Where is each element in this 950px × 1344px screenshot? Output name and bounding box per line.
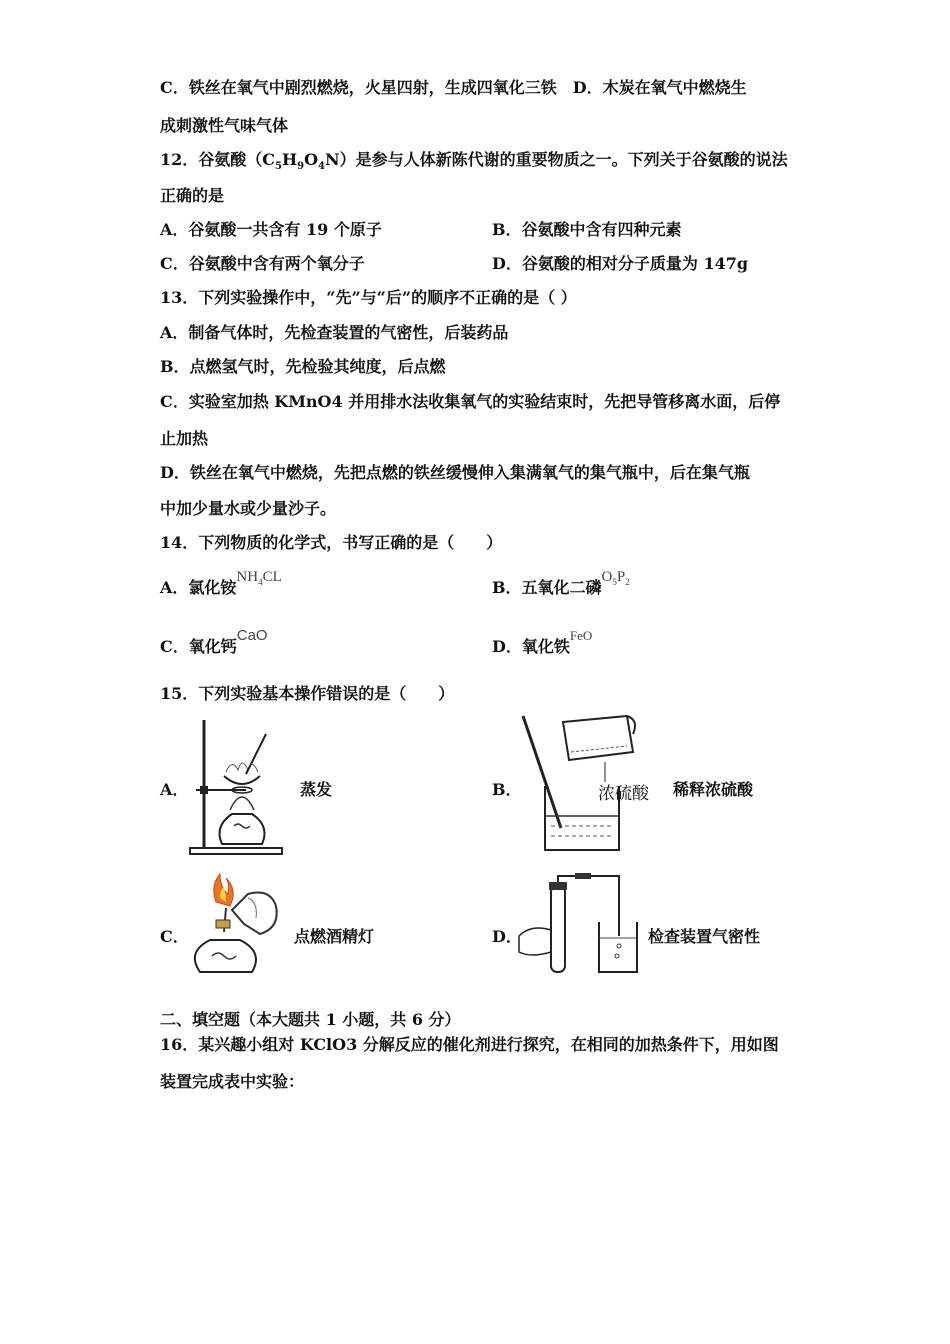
option-c-d-line: C．铁丝在氧气中剧烈燃烧，火星四射，生成四氧化三铁 D．木炭在氧气中燃烧生 [160,78,747,97]
q15-d-label: D． [492,927,522,946]
question-13: 13．下列实验操作中，“先”与“后”的顺序不正确的是（ ） [160,288,577,307]
q12-option-b: B．谷氨酸中含有四种元素 [492,220,682,239]
q14-d-formula: FeO [569,628,593,643]
q14-option-a [160,569,282,604]
q14-c-label: C．氧化钙 [160,637,237,656]
q13-option-c: C．实验室加热 KMnO4 并用排水法收集氧气的实验结束时，先把导管移离水面，后停 [160,392,781,411]
q14-d-label: D．氧化铁 [492,637,570,656]
q14-c-formula: CaO [236,627,268,644]
q15-a-caption: 蒸发 [300,780,333,799]
q15-d-caption: 检查装置气密性 [648,927,761,946]
q12-option-d: D．谷氨酸的相对分子质量为 147g [492,254,749,273]
question-14: 14．下列物质的化学式，书写正确的是（ ） [160,533,503,552]
q12-option-c: C．谷氨酸中含有两个氧分子 [160,254,365,273]
question-15: 15．下列实验基本操作错误的是（ ） [160,684,455,703]
airtightness-check-image [515,872,643,978]
q15-c-caption: 点燃酒精灯 [294,927,375,946]
section-2-heading: 二、填空题（本大题共 1 小题，共 6 分） [160,1010,461,1029]
q15-c-label: C． [160,927,189,946]
evaporation-apparatus-image [186,714,286,856]
option-d-continuation: 成刺激性气味气体 [160,116,289,135]
question-12 [160,150,788,177]
q14-option-d [492,628,593,658]
q14-option-b [492,569,630,604]
q14-a-formula: $NH_4CL$ [236,569,282,587]
question-16-cont: 装置完成表中实验： [160,1072,305,1091]
q13-option-d: D．铁丝在氧气中燃烧，先把点燃的铁丝缓慢伸入集满氧气的集气瓶中，后在集气瓶 [160,463,750,482]
q12-option-a: A．谷氨酸一共含有 19 个原子 [160,220,382,239]
question-16: 16．某兴趣小组对 KClO3 分解反应的催化剂进行探究，在相同的加热条件下，用如图 [160,1035,779,1054]
q15-a-label: A． [160,780,189,799]
q14-b-formula: $O_5P_2$ [601,569,630,587]
q14-option-c [160,627,268,658]
q13-option-a: A．制备气体时，先检查装置的气密性，后装药品 [160,323,509,342]
q13-option-c-cont: 止加热 [160,429,209,448]
q15-b-label: B． [492,780,522,799]
q15-b-caption: 稀释浓硫酸 [673,780,754,799]
q13-option-b: B．点燃氢气时，先检验其纯度，后点燃 [160,357,446,376]
q14-a-label: A．氯化铵 [160,578,237,597]
q14-b-label: B．五氧化二磷 [492,578,602,597]
q12-formula: $C_5H_9O_4N$ [262,150,340,173]
concentrated-acid-label: 浓硫酸 [598,784,649,804]
q13-option-d-cont: 中加少量水或少量沙子。 [160,499,337,518]
question-12-cont: 正确的是 [160,186,225,205]
q12-prefix: 12．谷氨酸（ [160,150,263,169]
light-alcohol-lamp-image [186,872,286,978]
q12-suffix: ）是参与人体新陈代谢的重要物质之一。下列关于谷氨酸的说法 [339,150,788,169]
